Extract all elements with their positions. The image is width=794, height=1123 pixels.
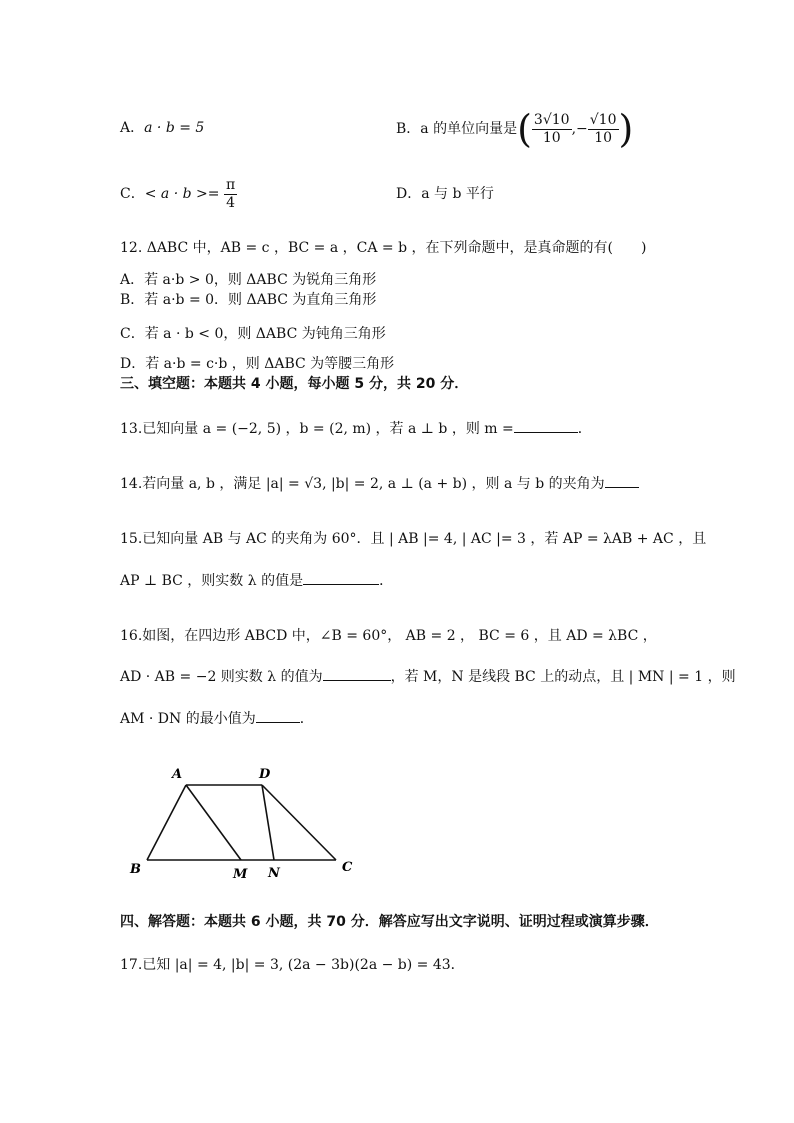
segment-dc — [262, 785, 336, 860]
q11-option-b-frac1: $\frac{3√10}{10}$ — [533, 111, 570, 146]
label-d: D — [259, 767, 271, 782]
section4-heading: 四、解答题：本题共 6 小题，共 70 分．解答应写出文字说明、证明过程或演算步骤． — [120, 914, 659, 930]
left-paren-icon: ( — [517, 107, 532, 151]
q12-option-a: A．若 a·b > 0，则 ΔABC 为锐角三角形 — [120, 272, 377, 288]
q12-option-c: C．若 a · b < 0，则 ΔABC 为钝角三角形 — [120, 326, 386, 342]
q11-option-c — [120, 176, 237, 212]
q13-answer-blank[interactable] — [514, 418, 578, 433]
label-c: C — [342, 860, 353, 875]
q16-line2b-text: ，若 M，N 是线段 BC 上的动点，且 | MN | = 1 ，则 — [390, 669, 736, 685]
q17: 17.已知 |a| = 4, |b| = 3, (2a − 3b)(2a − b) = 43． — [120, 957, 465, 973]
q15-answer-blank[interactable] — [303, 570, 379, 585]
q11-option-c-frac: $\frac{\pi}{4}$ — [225, 176, 236, 211]
q11-option-b-frac2: $\frac{√10}{10}$ — [589, 111, 617, 146]
q14-text: 14.若向量 a, b ，满足 |a| = √3, |b| = 2, a ⊥ (a + b) ，则 a 与 b 的夹角为 — [120, 476, 605, 492]
q11-option-d — [396, 184, 494, 204]
q11-option-a-expr: a · b = 5 — [144, 120, 205, 136]
label-b: B — [130, 862, 141, 877]
q11-option-c-label: C． — [120, 186, 145, 202]
q16-line2a-text: AD · AB = −2 则实数 λ 的值为 — [120, 669, 323, 685]
q13: 13.已知向量 a = (−2, 5) ，b = (2, m) ，若 a ⊥ b ，则 m = ． — [120, 418, 592, 439]
q16-line1: 16.如图，在四边形 ABCD 中，∠B = 60°， AB = 2 ， BC = 6 ，且 AD = λBC ， — [120, 628, 657, 644]
q16-figure — [120, 760, 370, 889]
q14-answer-blank[interactable] — [605, 473, 639, 488]
right-paren-icon: ) — [618, 107, 634, 151]
q12-option-d: D．若 a·b = c·b ，则 ΔABC 为等腰三角形 — [120, 356, 395, 372]
label-n: N — [268, 866, 280, 881]
q12-option-b: B．若 a·b = 0．则 ΔABC 为直角三角形 — [120, 292, 377, 308]
q12-stem: 12. ΔABC 中，AB = c ，BC = a ，CA = b ，在下列命题中，是真命题的有( ) — [120, 240, 647, 256]
q15-line1: 15.已知向量 AB 与 AC 的夹角为 60°．且 | AB |= 4, | AC |= 3 ，若 AP = λAB + AC ，且 — [120, 531, 707, 547]
q11-option-b-label: B． — [396, 121, 421, 137]
q14 — [120, 473, 639, 494]
label-a: A — [172, 767, 183, 782]
q16-line3: AM · DN 的最小值为 ． — [120, 708, 314, 729]
section3-heading: 三、填空题：本题共 4 小题，每小题 5 分，共 20 分． — [120, 376, 469, 392]
q11-option-a — [120, 118, 204, 138]
q16-answer-blank-2[interactable] — [256, 708, 300, 723]
q11-option-d-label: D． — [396, 186, 422, 202]
q15-line2-text: AP ⊥ BC ，则实数 λ 的值是 — [120, 573, 304, 589]
quadrilateral-diagram — [120, 760, 370, 885]
q11-option-a-label: A． — [120, 120, 145, 136]
q11-option-c-expr: < a · b >= — [144, 186, 220, 202]
q11-option-d-text: a 与 b 平行 — [421, 186, 494, 202]
segment-ab — [147, 785, 186, 860]
q16-answer-blank-1[interactable] — [323, 666, 391, 681]
label-m: M — [233, 867, 248, 882]
q15-line2: AP ⊥ BC ，则实数 λ 的值是 ． — [120, 570, 393, 591]
q13-text: 13.已知向量 a = (−2, 5) ，b = (2, m) ，若 a ⊥ b ，则 m = — [120, 421, 514, 437]
q11-option-b: B．a 的单位向量是( $\frac{3√10}{10}$ ,− $\frac{√10}{10}$ ) — [396, 107, 634, 151]
q16-line2 — [120, 666, 736, 687]
q11-option-b-text: a 的单位向量是 — [420, 121, 518, 137]
segment-am — [186, 785, 241, 860]
q16-line3-text: AM · DN 的最小值为 — [120, 711, 256, 727]
